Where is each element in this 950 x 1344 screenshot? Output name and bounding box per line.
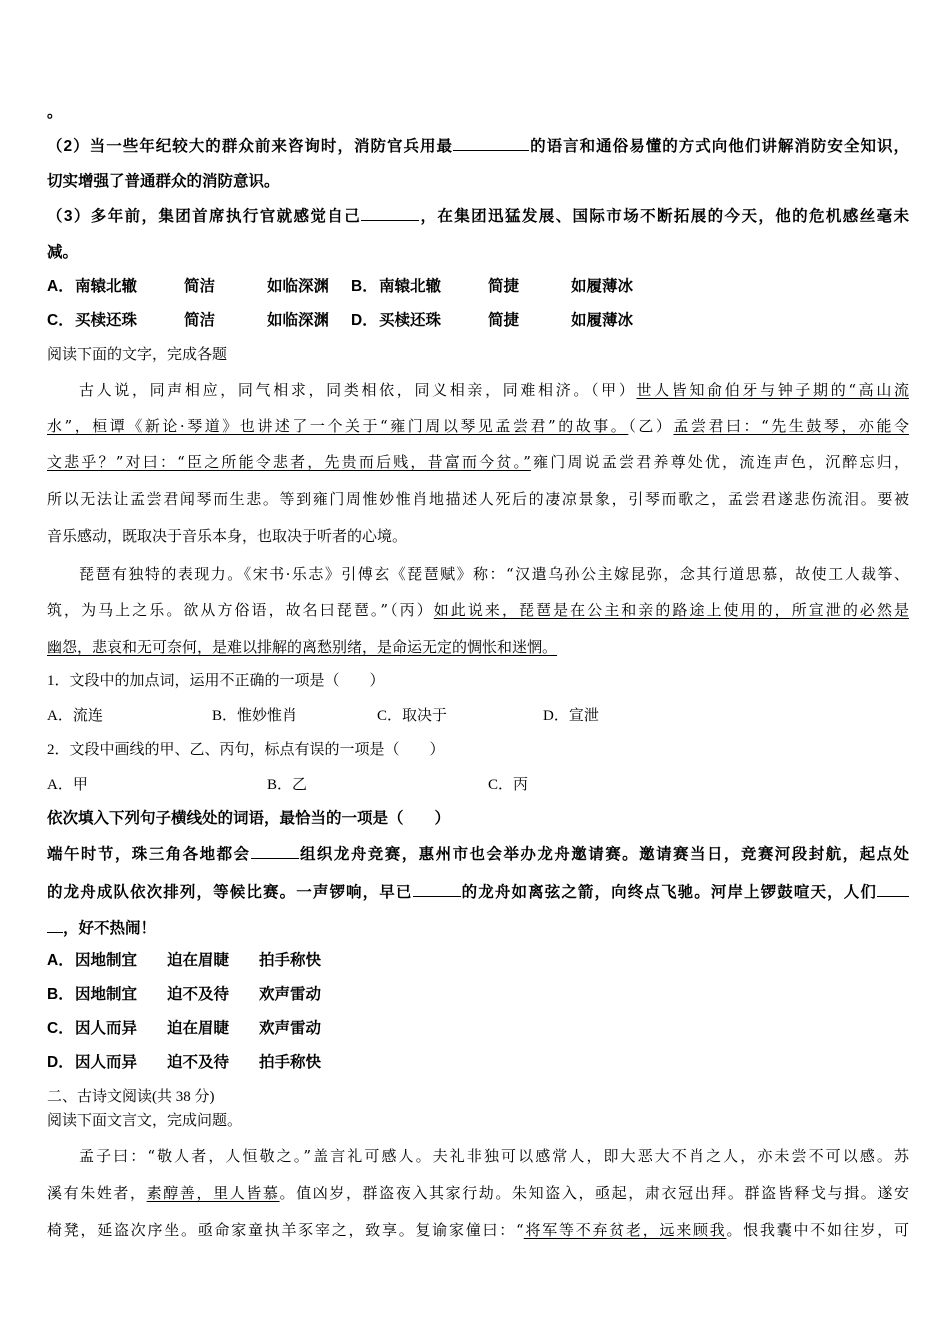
options-row-cd: C．买椟还珠 简洁 如临深渊 D．买椟还珠 简捷 如履薄冰 (47, 312, 634, 329)
fill-blank[interactable] (877, 882, 909, 897)
passage-line: 古人说，同声相应，同气相求，同类相依，同义相亲，同难相济。（甲）世人皆知俞伯牙与钟子期的“高山流 (79, 381, 909, 399)
passage-line: 琵琶有独特的表现力。《宋书·乐志》引傅玄《琵琶赋》称：“汉遣乌孙公主嫁昆弥，念其行道思慕，故使工人裁筝、 (79, 565, 909, 583)
option-b[interactable]: B．乙 (267, 777, 308, 793)
question-1-stem: 1．文段中的加点词，运用不正确的一项是（ ） (47, 673, 385, 689)
fill-option-a[interactable]: A．因地制宜 迫在眉睫 拍手称快 (47, 952, 322, 969)
option-b[interactable]: B．惟妙惟肖 (212, 708, 298, 724)
question-2-line-2: 切实增强了普通群众的消防意识。 (47, 173, 280, 190)
question-1-options (47, 706, 909, 726)
question-2b-stem: 2．文段中画线的甲、乙、丙句，标点有误的一项是（ ） (47, 742, 445, 758)
passage-line: 水”，桓谭《新论·琴道》也讲述了一个关于“雍门周以琴见孟尝君”的故事。（乙）孟尝君曰：“先生鼓琴，亦能令 (47, 417, 909, 435)
classical-passage-line: 孟子曰：“敬人者，人恒敬之。”盖言礼可感人。夫礼非独可以感常人，即大恶大不肖之人，亦未尝不可以感。苏 (79, 1147, 909, 1165)
passage-line: 筑，为马上之乐。欲从方俗语，故名曰琵琶。”（丙）如此说来，琵琶是在公主和亲的路途上使用的，所宣泄的必然是 (47, 601, 909, 619)
fill-blank[interactable] (251, 844, 299, 859)
question-2b-options (47, 775, 909, 795)
fill-option-b[interactable]: B．因地制宜 迫不及待 欢声雷动 (47, 986, 322, 1003)
section-title: 二、古诗文阅读(共 38 分) (47, 1089, 215, 1105)
passage-line: 幽怨，悲哀和无可奈何，是难以排解的离愁别绪，是命运无定的惆怅和迷惘。 (47, 638, 558, 656)
fill-question-stem: 依次填入下列句子横线处的词语，最恰当的一项是（ ） (47, 810, 451, 827)
question-3-line-2: 减。 (47, 244, 79, 261)
option-c[interactable]: C．取决于 (377, 708, 448, 724)
fill-question-line: 端午时节，珠三角各地都会 组织龙舟竞赛，惠州市也会举办龙舟邀请赛。邀请赛当日，竞赛河段封航，起点处 (47, 846, 909, 863)
option-c[interactable]: C．丙 (488, 777, 529, 793)
top-dot: 。 (47, 104, 63, 121)
fill-option-c[interactable]: C．因人而异 迫在眉睫 欢声雷动 (47, 1020, 322, 1037)
fill-question-line: 的龙舟成队依次排列，等候比赛。一声锣响，早已 的龙舟如离弦之箭，向终点飞驰。河岸上锣鼓喧天，人们 (47, 882, 909, 903)
question-2-line-1: （2）当一些年纪较大的群众前来咨询时，消防官兵用最 的语言和通俗易懂的方式向他们讲解消防安全知识， (47, 138, 909, 155)
reading-intro: 阅读下面的文字，完成各题 (47, 347, 228, 363)
passage-line: 音乐感动，既取决于音乐本身，也取决于听者的心境。 (47, 527, 408, 545)
option-letter[interactable]: C． (47, 312, 74, 329)
fill-option-d[interactable]: D．因人而异 迫不及待 拍手称快 (47, 1054, 322, 1071)
options-row-ab: A．南辕北辙 简洁 如临深渊 B．南辕北辙 简捷 如履薄冰 (47, 278, 634, 295)
passage-line: 文悲乎？”对曰：“臣之所能令悲者，先贵而后贱，昔富而今贫。”雍门周说孟尝君养尊处优，流连声色，沉醉忘归， (47, 453, 909, 471)
option-letter[interactable]: B． (351, 278, 378, 295)
classical-passage-line: 溪有朱姓者，素醇善，里人皆慕。值凶岁，群盗夜入其家行劫。朱知盗入，亟起，肃衣冠出拜。群盗皆释戈与揖。遂安 (47, 1184, 909, 1202)
option-letter[interactable]: A． (47, 278, 74, 295)
option-letter[interactable]: D． (351, 312, 378, 329)
passage-line: 所以无法让孟尝君闻琴而生悲。等到雍门周惟妙惟肖地描述人死后的凄凉景象，引琴而歌之，孟尝君遂悲伤流泪。要被 (47, 490, 909, 508)
option-a[interactable]: A．甲 (47, 777, 88, 793)
option-d[interactable]: D．宣泄 (543, 708, 599, 724)
question-3-line-1: （3）多年前，集团首席执行官就感觉自己 ，在集团迅猛发展、国际市场不断拓展的今天，他的危机感丝毫未 (47, 208, 909, 225)
fill-blank[interactable] (413, 882, 461, 897)
option-a[interactable]: A．流连 (47, 708, 103, 724)
section-intro: 阅读下面文言文，完成问题。 (47, 1113, 243, 1129)
fill-blank[interactable] (453, 136, 529, 151)
fill-blank[interactable] (361, 206, 419, 221)
fill-question-line: ，好不热闹！ (47, 918, 909, 939)
fill-blank[interactable] (47, 918, 63, 933)
classical-passage-line: 椅凳，延盗次序坐。亟命家童执羊豕宰之，致享。复谕家僮曰：“将军等不弃贫老，远来顾我。恨我囊中不如往岁，可 (47, 1221, 909, 1239)
